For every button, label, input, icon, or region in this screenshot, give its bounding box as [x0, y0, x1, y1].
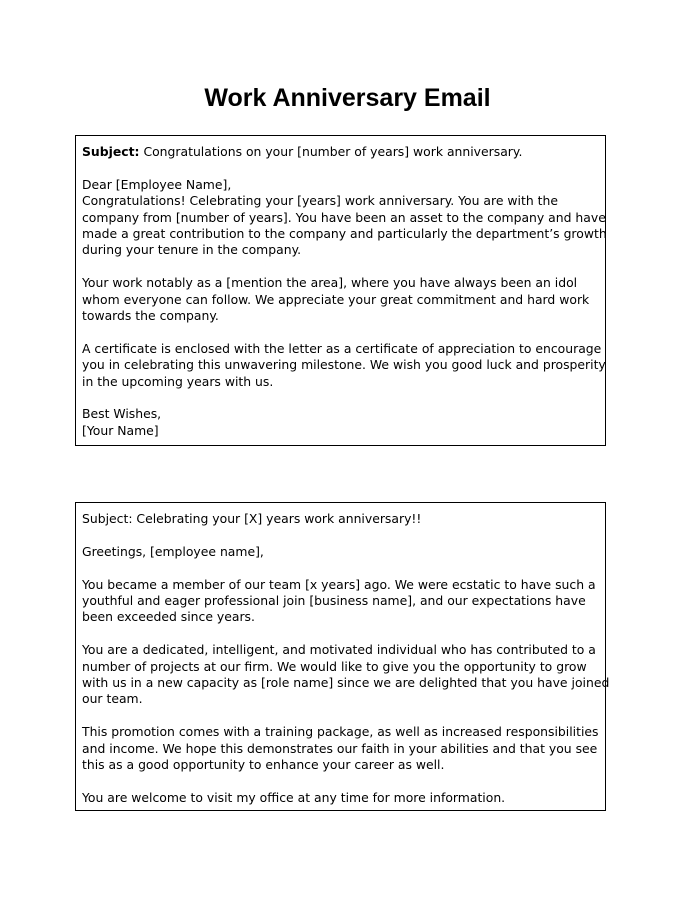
body-line: this as a good opportunity to enhance your career as well. [82, 757, 445, 773]
email-body-3 [82, 340, 606, 390]
body-line: A certificate is enclosed with the letter as a certificate of appreciation to encourage [82, 340, 602, 356]
email-body-1 [82, 176, 607, 259]
email-body-2 [82, 275, 599, 324]
body-line: You became a member of our team [x years] ago. We were ecstatic to have such a [82, 576, 596, 592]
email-template-2 [75, 502, 610, 811]
email-subject [82, 144, 599, 160]
email-template-1 [75, 135, 606, 446]
body-line: towards the company. [82, 308, 219, 324]
body-line: during your tenure in the company. [82, 242, 302, 258]
email-greeting: Dear [Employee Name], [82, 176, 232, 192]
body-line: youthful and eager professional join [business name], and our expectations have [82, 593, 586, 608]
body-line: whom everyone can follow. We appreciate your great commitment and hard work [82, 291, 590, 307]
subject-text: Congratulations on your [number of years] work anniversary. [143, 144, 523, 159]
email-closing: Best Wishes, [82, 406, 162, 422]
email-body-1 [82, 577, 599, 626]
body-line: with us in a new capacity as [role name] since we are delighted that you have joined [82, 675, 610, 691]
page-title: Work Anniversary Email [204, 84, 491, 112]
body-line: been exceeded since years. [82, 609, 255, 625]
email-signoff [82, 406, 599, 439]
body-line: number of projects at our firm. We would like to give you the opportunity to grow [82, 658, 587, 674]
subject-label: Subject: [82, 144, 140, 159]
body-line: made a great contribution to the company and particularly the department’s growth [82, 226, 607, 242]
body-line: company from [number of years]. You have been an asset to the company and have [82, 209, 606, 225]
body-line: Your work notably as a [mention the area], where you have always been an idol [82, 275, 578, 291]
body-line: Congratulations! Celebrating your [years] work anniversary. You are with the [82, 193, 558, 209]
body-line: our team. [82, 691, 143, 707]
body-line: in the upcoming years with us. [82, 373, 274, 389]
body-line: you in celebrating this unwavering milestone. We wish you good luck and prosperity [82, 357, 606, 373]
email-body-2 [82, 642, 610, 708]
subject-text: Subject: Celebrating your [X] years work anniversary!! [82, 511, 422, 526]
body-line: You are welcome to visit my office at any time for more information. [82, 789, 506, 805]
body-line: This promotion comes with a training package, as well as increased responsibilities [82, 724, 599, 740]
body-line: You are a dedicated, intelligent, and motivated individual who has contributed to a [82, 642, 596, 658]
email-greeting [82, 544, 599, 560]
email-body-4 [82, 790, 599, 806]
body-line: and income. We hope this demonstrates our faith in your abilities and that you see [82, 740, 598, 756]
email-signature: [Your Name] [82, 422, 159, 438]
email-subject [82, 511, 599, 527]
email-body-3 [82, 724, 599, 773]
greeting-text: Greetings, [employee name], [82, 543, 264, 559]
